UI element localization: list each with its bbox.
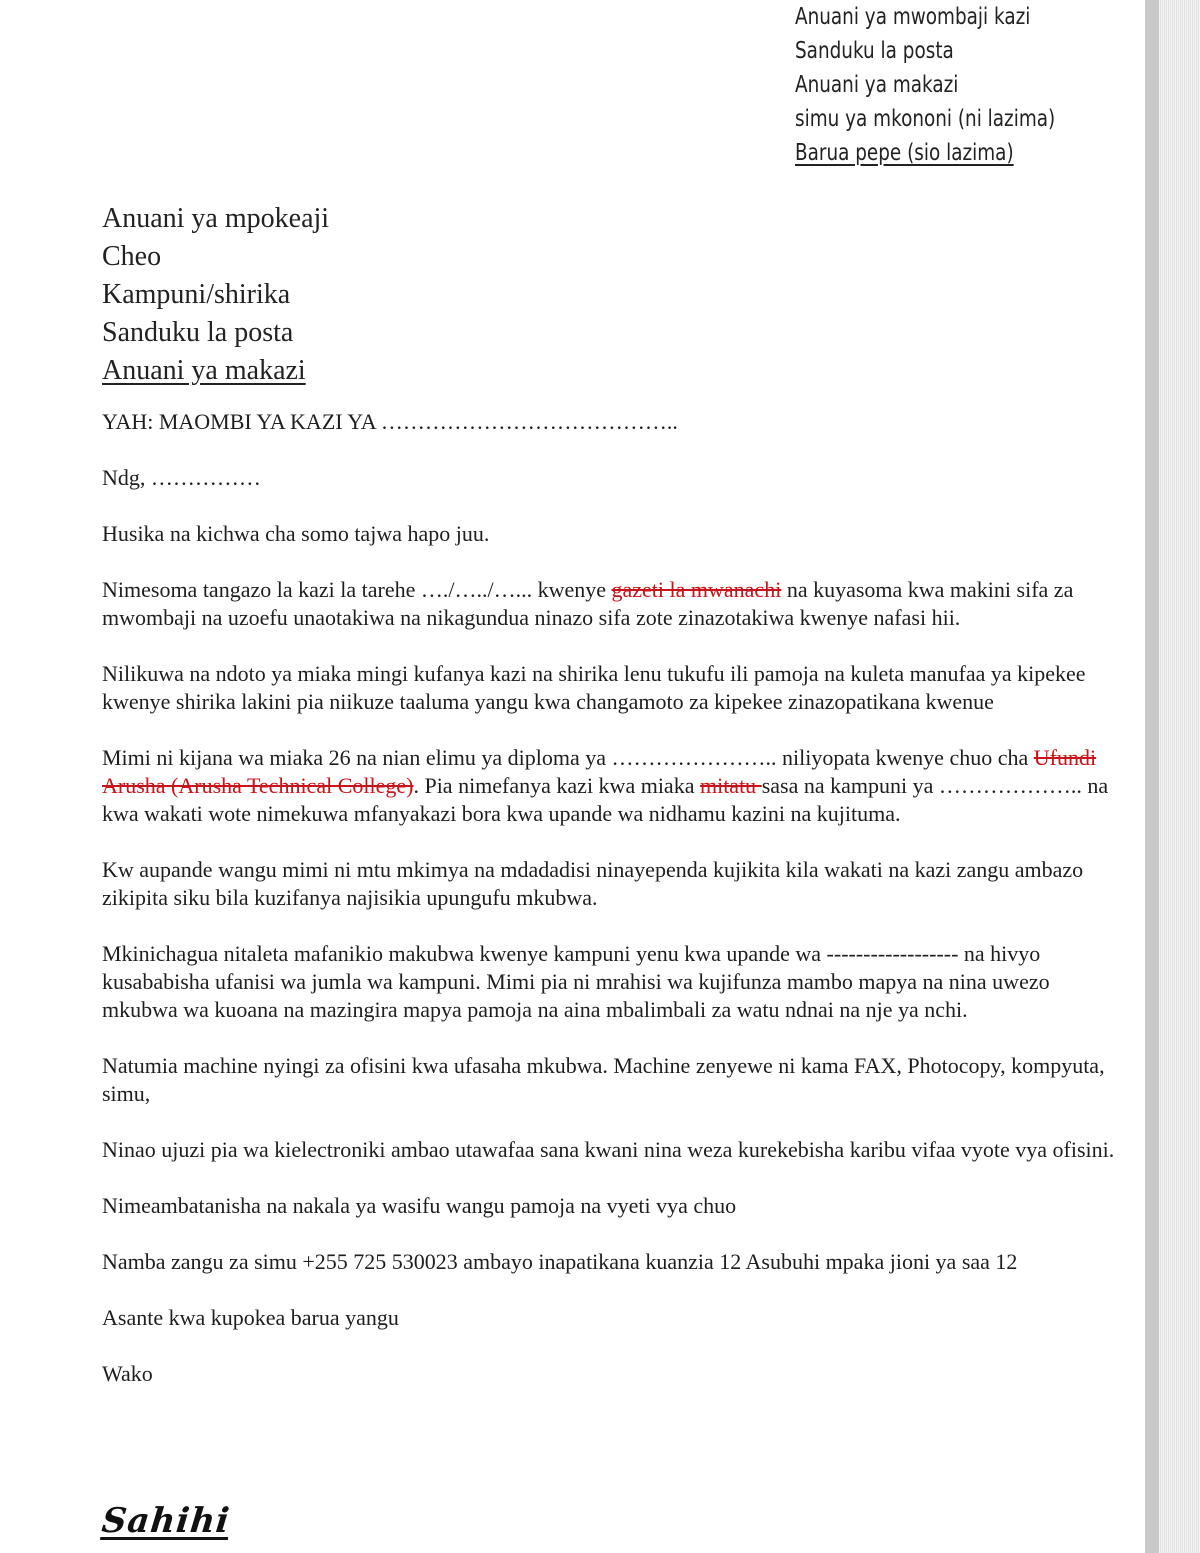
paragraph-text: sasa na kampuni ya ……………….. na kwa wakati wote nimekuwa mfanyakazi bora kwa upande wa nidhamu kazini na kujituma. <box>102 773 1109 826</box>
paragraph: Asante kwa kupokea barua yangu <box>102 1305 399 1330</box>
letter-body <box>102 408 1127 1416</box>
paragraph-text: . Pia nimefanya kazi kwa miaka <box>413 773 700 798</box>
sender-line: Anuani ya mwombaji kazi <box>795 4 1031 30</box>
recipient-line: Cheo <box>102 241 162 272</box>
paragraph: Kw aupande wangu mimi ni mtu mkimya na mdadadisi ninayependa kujikita kila wakati na kazi zangu ambazo zikipita siku bila kuzifanya najisikia upungufu mkubwa. <box>102 857 1084 910</box>
page-edge-shadow <box>1145 0 1159 1553</box>
recipient-line: Sanduku la posta <box>102 317 294 348</box>
paragraph-text: Nimesoma tangazo la kazi la tarehe …./…../…... kwenye <box>102 577 612 602</box>
paragraph: Nilikuwa na ndoto ya miaka mingi kufanya kazi na shirika lenu tukufu ili pamoja na kuleta manufaa ya kipekee kwenye shirika lakini pia niikuze taaluma yangu kwa changamoto za kipekee zinazopatikana kwenue <box>102 661 1086 714</box>
recipient-line: Kampuni/shirika <box>102 279 291 310</box>
struck-text: Ufundi Arusha (Arusha Technical College) <box>102 745 1097 798</box>
recipient-line: Anuani ya makazi <box>102 355 306 386</box>
struck-text: gazeti la mwanachi <box>611 577 782 602</box>
signature: Sahihi <box>99 1501 232 1541</box>
recipient-line: Anuani ya mpokeaji <box>102 203 330 234</box>
subject-line: YAH: MAOMBI YA KAZI YA ………………………………….. <box>102 409 678 434</box>
sender-line: Anuani ya makazi <box>795 72 959 98</box>
sender-line: simu ya mkononi (ni lazima) <box>795 106 1056 132</box>
closing: Wako <box>102 1361 153 1386</box>
sender-address-block <box>795 0 1055 170</box>
page-edge-hatch <box>1159 0 1200 1553</box>
paragraph: Husika na kichwa cha somo tajwa hapo juu. <box>102 521 490 546</box>
recipient-address-block <box>102 200 329 390</box>
paragraph: Mkinichagua nitaleta mafanikio makubwa kwenye kampuni yenu kwa upande wa ------------------ na hivyo kusababisha ufanisi wa jumla wa kampuni. Mimi pia ni mrahisi wa kujifunza mambo mapya na nina uwezo mkubwa wa kuoana na mazingira mapya pamoja na aina mbalimbali za watu ndnai na nje ya nchi. <box>102 941 1050 1022</box>
paragraph: Namba zangu za simu +255 725 530023 ambayo inapatikana kuanzia 12 Asubuhi mpaka jioni ya saa 12 <box>102 1249 1018 1274</box>
salutation: Ndg, …………… <box>102 465 261 490</box>
paragraph <box>102 576 1127 632</box>
paragraph: Nimeambatanisha na nakala ya wasifu wangu pamoja na vyeti vya chuo <box>102 1193 737 1218</box>
sender-line: Barua pepe (sio lazima) <box>795 140 1014 166</box>
paragraph: Ninao ujuzi pia wa kielectroniki ambao utawafaa sana kwani nina weza kurekebisha karibu vifaa vyote vya ofisini. <box>102 1137 1115 1162</box>
paragraph <box>102 744 1127 828</box>
paragraph-text: na kuyasoma kwa makini sifa za mwombaji na uzoefu unaotakiwa na nikagundua ninazo sifa zote zinazotakiwa kwenye nafasi hii. <box>102 577 1074 630</box>
paragraph: Natumia machine nyingi za ofisini kwa ufasaha mkubwa. Machine zenyewe ni kama FAX, Photocopy, kompyuta, simu, <box>102 1053 1105 1106</box>
paragraph-text: Mimi ni kijana wa miaka 26 na nian elimu ya diploma ya ………………….. niliyopata kwenye chuo cha <box>102 745 1034 770</box>
struck-text: mitatu <box>699 773 762 798</box>
sender-line: Sanduku la posta <box>795 38 954 64</box>
